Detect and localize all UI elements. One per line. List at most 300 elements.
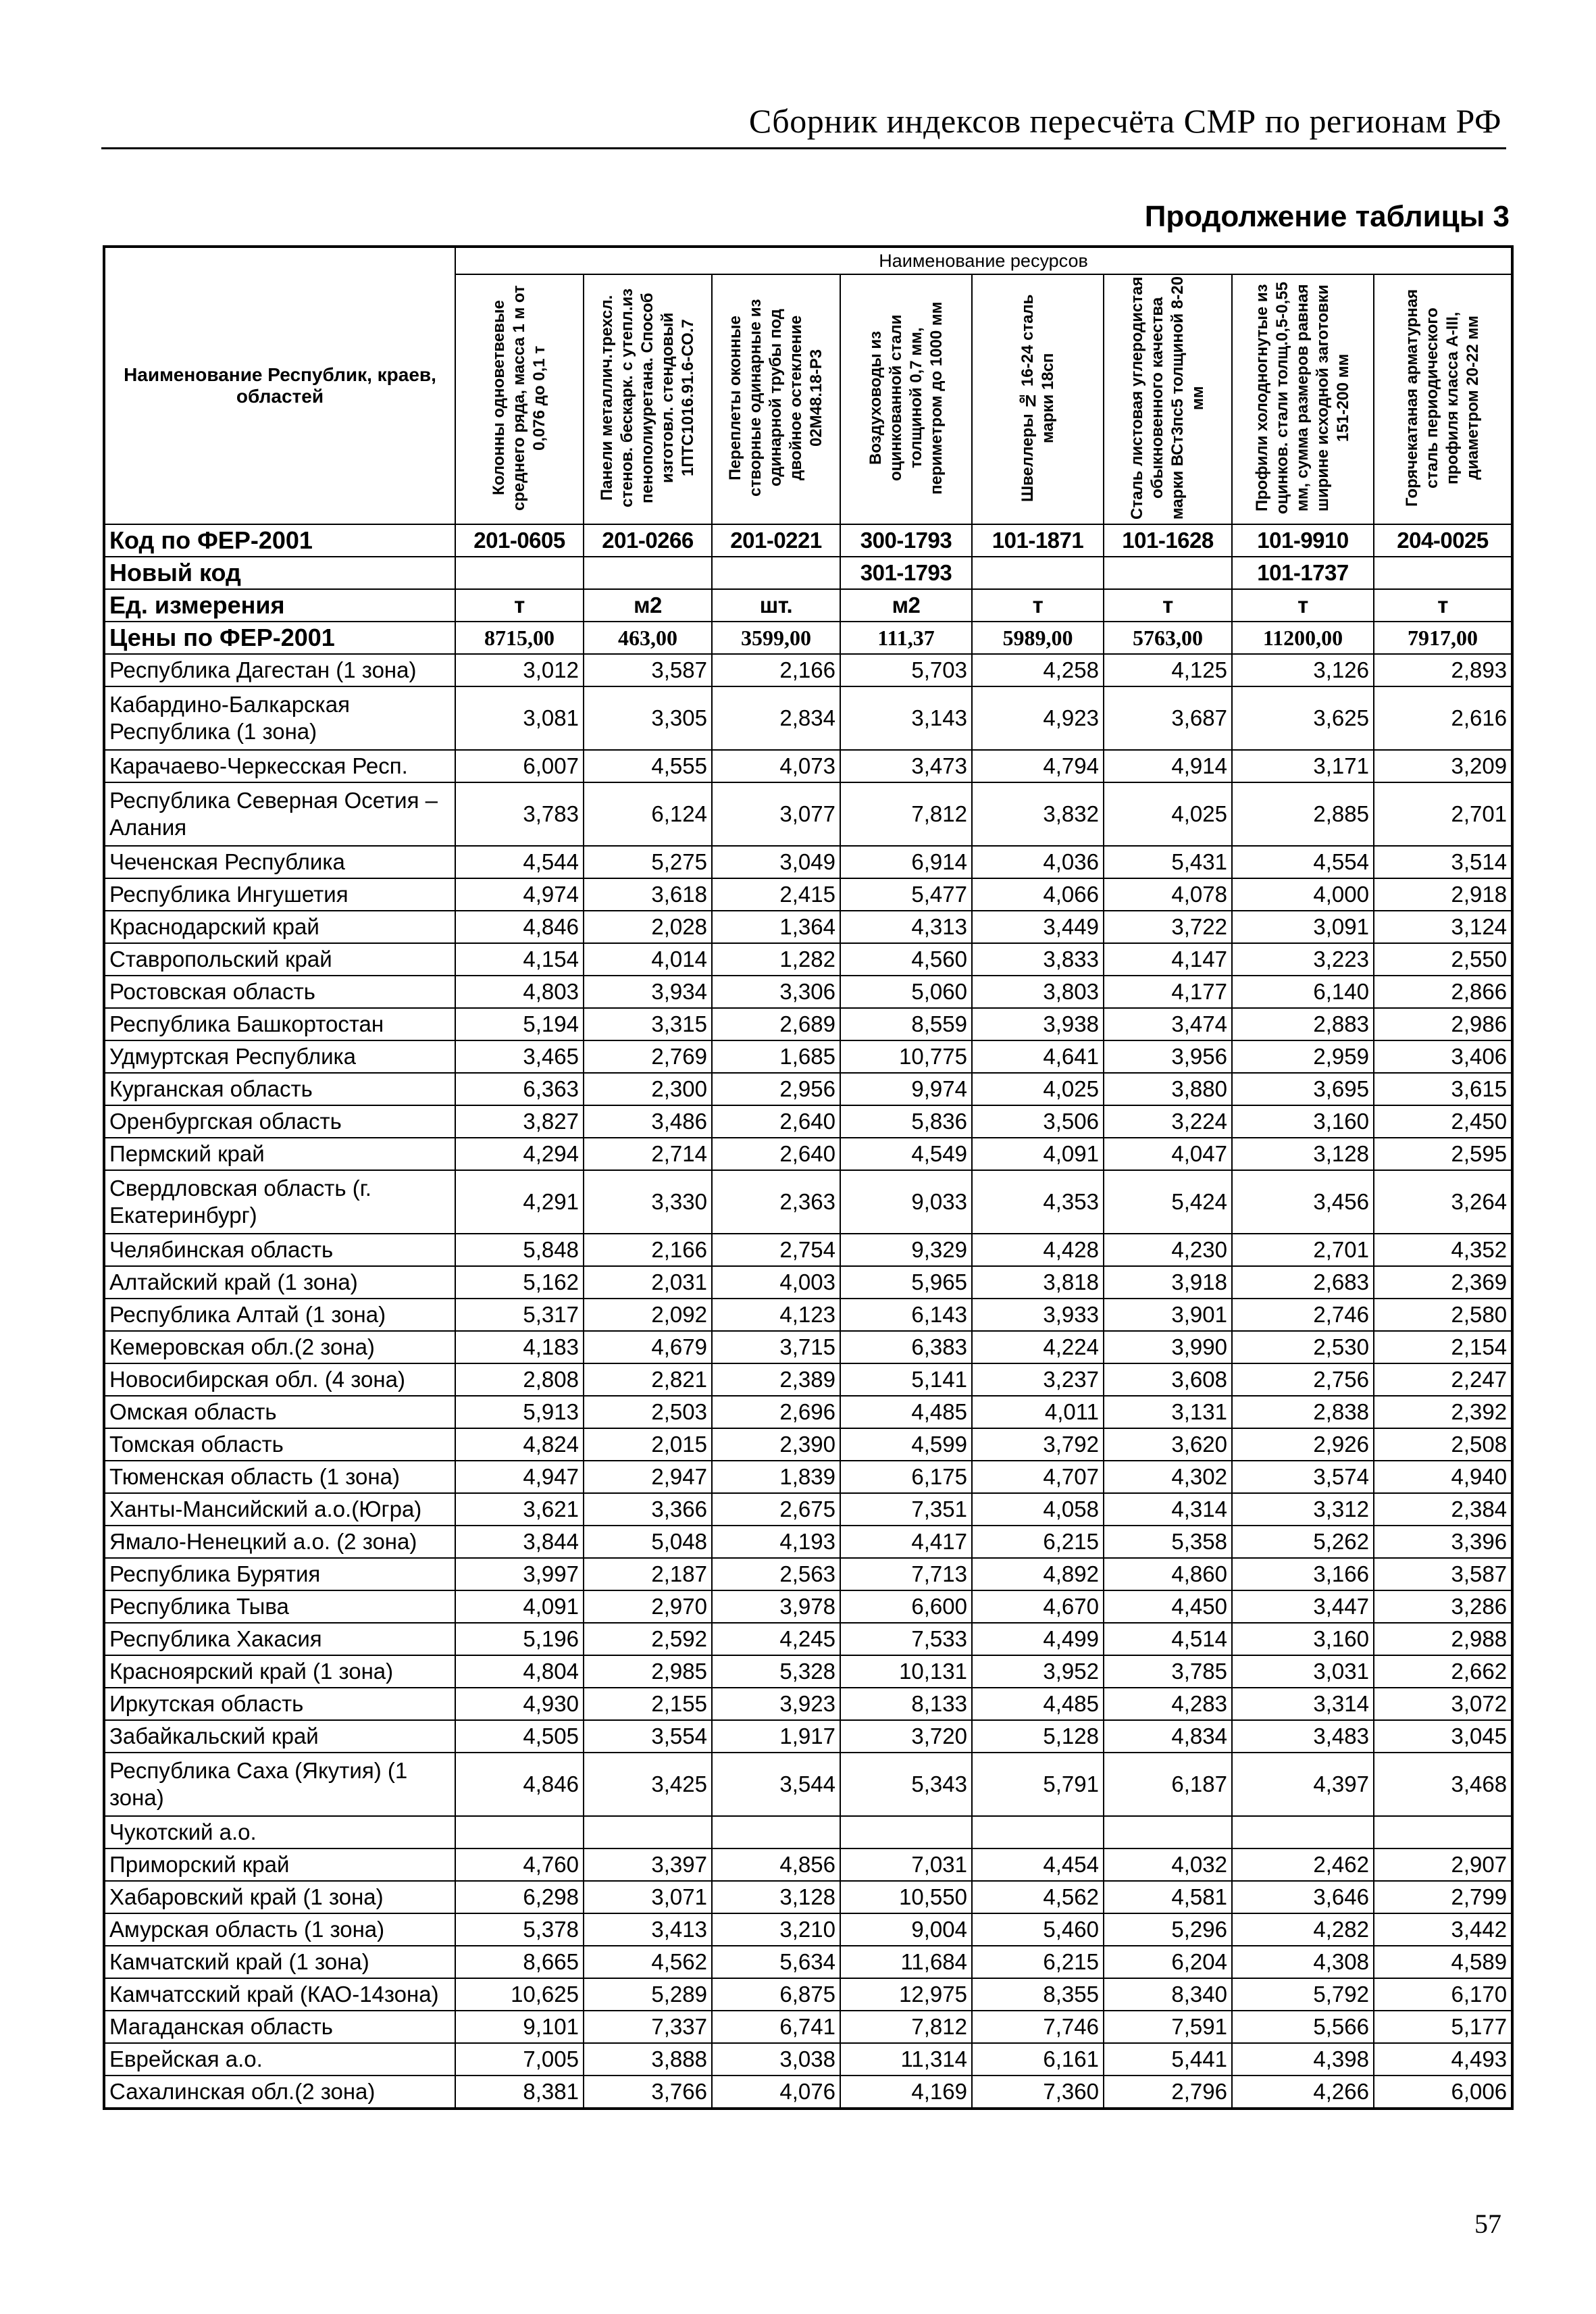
index-value: 4,025	[972, 1073, 1104, 1105]
price-cell: 11200,00	[1232, 622, 1374, 654]
index-value: 5,848	[455, 1234, 584, 1266]
index-value: 10,775	[840, 1040, 972, 1073]
index-value: 3,990	[1104, 1331, 1232, 1363]
index-value: 4,014	[584, 943, 712, 976]
index-value: 2,696	[712, 1396, 840, 1428]
index-value: 2,563	[712, 1558, 840, 1590]
index-value: 2,986	[1374, 1008, 1512, 1040]
index-value: 3,574	[1232, 1461, 1374, 1493]
index-value: 4,562	[584, 1946, 712, 1978]
index-value: 8,665	[455, 1946, 584, 1978]
index-value: 4,245	[712, 1623, 840, 1655]
table-row	[104, 2043, 1512, 2076]
table-row	[104, 1396, 1512, 1428]
index-value: 2,769	[584, 1040, 712, 1073]
region-name: Алтайский край (1 зона)	[104, 1266, 455, 1299]
index-value: 4,352	[1374, 1234, 1512, 1266]
index-value: 2,885	[1232, 782, 1374, 846]
index-value: 5,460	[972, 1913, 1104, 1946]
index-value: 3,312	[1232, 1493, 1374, 1526]
index-value: 5,965	[840, 1266, 972, 1299]
index-value: 3,077	[712, 782, 840, 846]
index-value: 2,988	[1374, 1623, 1512, 1655]
index-value: 4,505	[455, 1720, 584, 1753]
index-value: 7,360	[972, 2076, 1104, 2109]
unit-cell: м2	[840, 589, 972, 622]
index-value: 7,746	[972, 2011, 1104, 2043]
region-name: Хабаровский край (1 зона)	[104, 1881, 455, 1913]
index-value: 3,880	[1104, 1073, 1232, 1105]
table-row	[104, 1720, 1512, 1753]
index-value: 12,975	[840, 1978, 972, 2011]
unit-cell: т	[972, 589, 1104, 622]
table-row	[104, 750, 1512, 782]
index-value: 3,049	[712, 846, 840, 878]
index-value: 2,503	[584, 1396, 712, 1428]
index-value: 9,329	[840, 1234, 972, 1266]
index-value: 4,417	[840, 1526, 972, 1558]
index-value: 7,337	[584, 2011, 712, 2043]
resource-header-5	[972, 274, 1104, 524]
index-value: 10,625	[455, 1978, 584, 2011]
index-value: 2,970	[584, 1590, 712, 1623]
index-value: 3,833	[972, 943, 1104, 976]
index-value: 2,754	[712, 1234, 840, 1266]
index-value: 3,952	[972, 1655, 1104, 1688]
index-value: 5,196	[455, 1623, 584, 1655]
table-row	[104, 1299, 1512, 1331]
index-value: 3,587	[584, 654, 712, 686]
index-value: 2,595	[1374, 1138, 1512, 1170]
table-row	[104, 1590, 1512, 1623]
index-value: 3,785	[1104, 1655, 1232, 1688]
index-value: 3,722	[1104, 911, 1232, 943]
resources-group-header: Наименование ресурсов	[455, 247, 1512, 274]
index-value: 5,060	[840, 976, 972, 1008]
index-value	[712, 1816, 840, 1848]
index-value: 3,286	[1374, 1590, 1512, 1623]
index-value: 3,091	[1232, 911, 1374, 943]
index-value: 5,141	[840, 1363, 972, 1396]
index-value: 3,934	[584, 976, 712, 1008]
index-value: 5,431	[1104, 846, 1232, 878]
region-name: Забайкальский край	[104, 1720, 455, 1753]
index-value: 3,143	[840, 686, 972, 750]
index-value: 3,473	[840, 750, 972, 782]
index-value: 7,533	[840, 1623, 972, 1655]
region-name: Ставропольский край	[104, 943, 455, 976]
index-value: 5,048	[584, 1526, 712, 1558]
code-cell: 201-0221	[712, 524, 840, 557]
index-value: 6,363	[455, 1073, 584, 1105]
region-name: Иркутская область	[104, 1688, 455, 1720]
index-value: 3,818	[972, 1266, 1104, 1299]
table-row	[104, 1363, 1512, 1396]
index-value: 3,783	[455, 782, 584, 846]
code-cell: 101-1628	[1104, 524, 1232, 557]
table-row	[104, 1978, 1512, 2011]
code-cell: 101-1871	[972, 524, 1104, 557]
table-row	[104, 1234, 1512, 1266]
index-value: 3,554	[584, 1720, 712, 1753]
index-value	[840, 1816, 972, 1848]
region-name: Ханты-Мансийский а.о.(Югра)	[104, 1493, 455, 1526]
index-value: 4,397	[1232, 1753, 1374, 1816]
index-value: 3,397	[584, 1848, 712, 1881]
index-value: 2,956	[712, 1073, 840, 1105]
index-value: 4,025	[1104, 782, 1232, 846]
index-value: 6,187	[1104, 1753, 1232, 1816]
table-row	[104, 1526, 1512, 1558]
index-value: 6,175	[840, 1461, 972, 1493]
index-value: 4,846	[455, 911, 584, 943]
region-name: Республика Бурятия	[104, 1558, 455, 1590]
index-value: 4,125	[1104, 654, 1232, 686]
index-value: 4,914	[1104, 750, 1232, 782]
index-value: 3,888	[584, 2043, 712, 2076]
index-value: 9,033	[840, 1170, 972, 1234]
region-name: Оренбургская область	[104, 1105, 455, 1138]
index-value: 4,058	[972, 1493, 1104, 1526]
table-row	[104, 1331, 1512, 1363]
index-value: 2,155	[584, 1688, 712, 1720]
index-value: 3,468	[1374, 1753, 1512, 1816]
index-value: 3,646	[1232, 1881, 1374, 1913]
index-value: 3,160	[1232, 1623, 1374, 1655]
index-value: 4,892	[972, 1558, 1104, 1590]
index-value: 5,634	[712, 1946, 840, 1978]
index-value: 3,330	[584, 1170, 712, 1234]
index-value: 5,913	[455, 1396, 584, 1428]
new-code-cell: 301-1793	[840, 557, 972, 589]
index-value: 3,305	[584, 686, 712, 750]
index-value: 2,166	[584, 1234, 712, 1266]
index-value: 4,091	[972, 1138, 1104, 1170]
region-name: Томская область	[104, 1428, 455, 1461]
unit-cell: т	[1232, 589, 1374, 622]
index-value: 5,566	[1232, 2011, 1374, 2043]
table-row	[104, 1655, 1512, 1688]
index-value: 4,549	[840, 1138, 972, 1170]
index-value: 3,128	[712, 1881, 840, 1913]
region-name: Республика Северная Осетия – Алания	[104, 782, 455, 846]
code-cell: 101-9910	[1232, 524, 1374, 557]
index-value: 2,092	[584, 1299, 712, 1331]
index-value: 3,209	[1374, 750, 1512, 782]
region-name: Омская область	[104, 1396, 455, 1428]
index-value: 3,687	[1104, 686, 1232, 750]
index-value: 3,442	[1374, 1913, 1512, 1946]
index-value: 4,930	[455, 1688, 584, 1720]
index-value: 3,803	[972, 976, 1104, 1008]
price-cell: 8715,00	[455, 622, 584, 654]
index-value: 5,296	[1104, 1913, 1232, 1946]
index-value	[1232, 1816, 1374, 1848]
table-row	[104, 846, 1512, 878]
index-value: 2,985	[584, 1655, 712, 1688]
index-value: 6,741	[712, 2011, 840, 2043]
index-value: 6,007	[455, 750, 584, 782]
index-value: 3,474	[1104, 1008, 1232, 1040]
index-value: 2,662	[1374, 1655, 1512, 1688]
table-row	[104, 1881, 1512, 1913]
price-cell: 5763,00	[1104, 622, 1232, 654]
index-value: 3,715	[712, 1331, 840, 1363]
table-row	[104, 1073, 1512, 1105]
index-value: 4,147	[1104, 943, 1232, 976]
index-value: 4,562	[972, 1881, 1104, 1913]
new-code-cell: 101-1737	[1232, 557, 1374, 589]
index-value: 2,675	[712, 1493, 840, 1526]
index-value: 5,791	[972, 1753, 1104, 1816]
index-value: 2,689	[712, 1008, 840, 1040]
index-value: 8,559	[840, 1008, 972, 1040]
index-value: 2,187	[584, 1558, 712, 1590]
region-name: Тюменская область (1 зона)	[104, 1461, 455, 1493]
region-name: Удмуртская Республика	[104, 1040, 455, 1073]
index-value: 3,506	[972, 1105, 1104, 1138]
table-row	[104, 1428, 1512, 1461]
index-value: 7,005	[455, 2043, 584, 2076]
index-value: 3,956	[1104, 1040, 1232, 1073]
index-value: 10,131	[840, 1655, 972, 1688]
index-value: 4,282	[1232, 1913, 1374, 1946]
index-value: 5,194	[455, 1008, 584, 1040]
region-name: Красноярский край (1 зона)	[104, 1655, 455, 1688]
index-value: 3,514	[1374, 846, 1512, 878]
index-value: 3,072	[1374, 1688, 1512, 1720]
index-value: 5,424	[1104, 1170, 1232, 1234]
index-value: 6,600	[840, 1590, 972, 1623]
index-value: 3,224	[1104, 1105, 1232, 1138]
index-value: 5,792	[1232, 1978, 1374, 2011]
region-name: Чукотский а.о.	[104, 1816, 455, 1848]
index-value: 3,456	[1232, 1170, 1374, 1234]
index-value: 1,282	[712, 943, 840, 976]
index-value: 2,883	[1232, 1008, 1374, 1040]
index-value: 3,425	[584, 1753, 712, 1816]
index-value: 4,589	[1374, 1946, 1512, 1978]
index-value: 5,317	[455, 1299, 584, 1331]
index-value: 2,799	[1374, 1881, 1512, 1913]
index-value: 6,215	[972, 1526, 1104, 1558]
index-value: 6,170	[1374, 1978, 1512, 2011]
price-cell: 463,00	[584, 622, 712, 654]
index-value: 3,071	[584, 1881, 712, 1913]
region-name: Пермский край	[104, 1138, 455, 1170]
table-row	[104, 1266, 1512, 1299]
index-value: 2,640	[712, 1138, 840, 1170]
table-row	[104, 1558, 1512, 1590]
index-value: 3,160	[1232, 1105, 1374, 1138]
index-value	[584, 1816, 712, 1848]
index-value: 2,154	[1374, 1331, 1512, 1363]
index-value: 11,684	[840, 1946, 972, 1978]
region-column-header	[104, 247, 455, 524]
index-value: 8,381	[455, 2076, 584, 2109]
region-name: Республика Ингушетия	[104, 878, 455, 911]
index-value: 6,215	[972, 1946, 1104, 1978]
code-cell: 300-1793	[840, 524, 972, 557]
index-value: 4,258	[972, 654, 1104, 686]
index-value: 7,812	[840, 782, 972, 846]
index-value: 4,266	[1232, 2076, 1374, 2109]
index-value: 3,720	[840, 1720, 972, 1753]
index-value: 5,262	[1232, 1526, 1374, 1558]
index-value: 6,161	[972, 2043, 1104, 2076]
index-value: 3,126	[1232, 654, 1374, 686]
resource-header-text: Колонны одноветвевые среднего ряда, масса 1 м от 0,076 до 0,1 т	[490, 284, 548, 511]
index-value: 4,846	[455, 1753, 584, 1816]
table-row	[104, 654, 1512, 686]
index-value: 4,450	[1104, 1590, 1232, 1623]
region-name: Курганская область	[104, 1073, 455, 1105]
page-number: 57	[1474, 2209, 1501, 2239]
page-header-title: Сборник индексов пересчёта СМР по регионам РФ	[748, 102, 1501, 140]
index-value: 4,193	[712, 1526, 840, 1558]
index-value: 2,616	[1374, 686, 1512, 750]
index-value: 4,066	[972, 878, 1104, 911]
index-value: 4,560	[840, 943, 972, 976]
index-value: 5,836	[840, 1105, 972, 1138]
index-value: 6,124	[584, 782, 712, 846]
index-value: 2,907	[1374, 1848, 1512, 1881]
index-value: 2,893	[1374, 654, 1512, 686]
resource-header-text: Переплеты оконные створные одинарные из одинарной трубы под двойное остекление 02М48.18-Р3	[726, 299, 825, 497]
table-row	[104, 1848, 1512, 1881]
index-value: 4,123	[712, 1299, 840, 1331]
resource-header-3	[712, 274, 840, 524]
index-value: 3,449	[972, 911, 1104, 943]
index-value: 4,177	[1104, 976, 1232, 1008]
index-value: 6,914	[840, 846, 972, 878]
index-value	[1374, 1816, 1512, 1848]
region-name: Чеченская Республика	[104, 846, 455, 878]
index-value: 2,389	[712, 1363, 840, 1396]
index-value: 5,441	[1104, 2043, 1232, 2076]
region-name: Камчатсский край (КАО-14зона)	[104, 1978, 455, 2011]
index-value: 4,314	[1104, 1493, 1232, 1526]
index-value: 3,166	[1232, 1558, 1374, 1590]
index-value: 4,485	[840, 1396, 972, 1428]
index-value: 4,824	[455, 1428, 584, 1461]
index-value: 2,580	[1374, 1299, 1512, 1331]
index-value: 3,264	[1374, 1170, 1512, 1234]
table-body	[104, 524, 1512, 2109]
table-row	[104, 911, 1512, 943]
table-row	[104, 1623, 1512, 1655]
index-value: 2,392	[1374, 1396, 1512, 1428]
index-value: 3,012	[455, 654, 584, 686]
index-value: 2,821	[584, 1363, 712, 1396]
index-value: 4,003	[712, 1266, 840, 1299]
index-value: 3,695	[1232, 1073, 1374, 1105]
index-value: 3,038	[712, 2043, 840, 2076]
index-value: 3,587	[1374, 1558, 1512, 1590]
index-value: 3,844	[455, 1526, 584, 1558]
resource-header-8	[1374, 274, 1512, 524]
region-name: Кабардино-Балкарская Республика (1 зона)	[104, 686, 455, 750]
index-value: 2,530	[1232, 1331, 1374, 1363]
region-name: Амурская область (1 зона)	[104, 1913, 455, 1946]
index-value: 4,554	[1232, 846, 1374, 878]
index-value: 4,599	[840, 1428, 972, 1461]
index-value: 4,076	[712, 2076, 840, 2109]
index-value: 4,011	[972, 1396, 1104, 1428]
index-value: 4,313	[840, 911, 972, 943]
unit-cell: т	[1374, 589, 1512, 622]
resource-header-6	[1104, 274, 1232, 524]
region-name: Краснодарский край	[104, 911, 455, 943]
code-label: Код по ФЕР-2001	[104, 524, 455, 557]
new-code-cell	[712, 557, 840, 589]
index-value: 4,353	[972, 1170, 1104, 1234]
table-row	[104, 1461, 1512, 1493]
index-value: 4,078	[1104, 878, 1232, 911]
new-code-cell	[1104, 557, 1232, 589]
index-value: 2,918	[1374, 878, 1512, 911]
index-value: 11,314	[840, 2043, 972, 2076]
index-value: 3,620	[1104, 1428, 1232, 1461]
index-table	[103, 245, 1514, 2110]
table-row	[104, 2011, 1512, 2043]
index-value: 1,839	[712, 1461, 840, 1493]
index-value: 4,581	[1104, 1881, 1232, 1913]
index-value: 3,131	[1104, 1396, 1232, 1428]
index-value: 3,997	[455, 1558, 584, 1590]
index-value: 4,454	[972, 1848, 1104, 1881]
price-label: Цены по ФЕР-2001	[104, 622, 455, 654]
index-value: 2,415	[712, 878, 840, 911]
index-value: 9,101	[455, 2011, 584, 2043]
resource-header-4	[840, 274, 972, 524]
index-value: 4,428	[972, 1234, 1104, 1266]
table-row	[104, 1913, 1512, 1946]
table-row	[104, 1946, 1512, 1978]
index-value: 3,406	[1374, 1040, 1512, 1073]
index-value: 4,032	[1104, 1848, 1232, 1881]
index-value: 7,031	[840, 1848, 972, 1881]
index-value: 3,615	[1374, 1073, 1512, 1105]
index-value: 2,369	[1374, 1266, 1512, 1299]
index-value: 3,366	[584, 1493, 712, 1526]
price-cell: 5989,00	[972, 622, 1104, 654]
table-row	[104, 1008, 1512, 1040]
region-name: Кемеровская обл.(2 зона)	[104, 1331, 455, 1363]
new-code-cell	[455, 557, 584, 589]
index-value: 6,140	[1232, 976, 1374, 1008]
index-value: 4,000	[1232, 878, 1374, 911]
index-value: 3,465	[455, 1040, 584, 1073]
index-value: 2,746	[1232, 1299, 1374, 1331]
new-code-cell	[1374, 557, 1512, 589]
index-value: 2,640	[712, 1105, 840, 1138]
resource-header-1	[455, 274, 584, 524]
index-value: 4,670	[972, 1590, 1104, 1623]
index-value: 4,940	[1374, 1461, 1512, 1493]
table-row	[104, 976, 1512, 1008]
index-value: 4,224	[972, 1331, 1104, 1363]
index-value: 2,834	[712, 686, 840, 750]
index-value: 6,383	[840, 1331, 972, 1363]
index-value: 3,045	[1374, 1720, 1512, 1753]
region-name: Челябинская область	[104, 1234, 455, 1266]
code-cell: 201-0605	[455, 524, 584, 557]
index-value: 3,621	[455, 1493, 584, 1526]
index-value: 7,351	[840, 1493, 972, 1526]
price-cell: 3599,00	[712, 622, 840, 654]
index-value: 3,625	[1232, 686, 1374, 750]
